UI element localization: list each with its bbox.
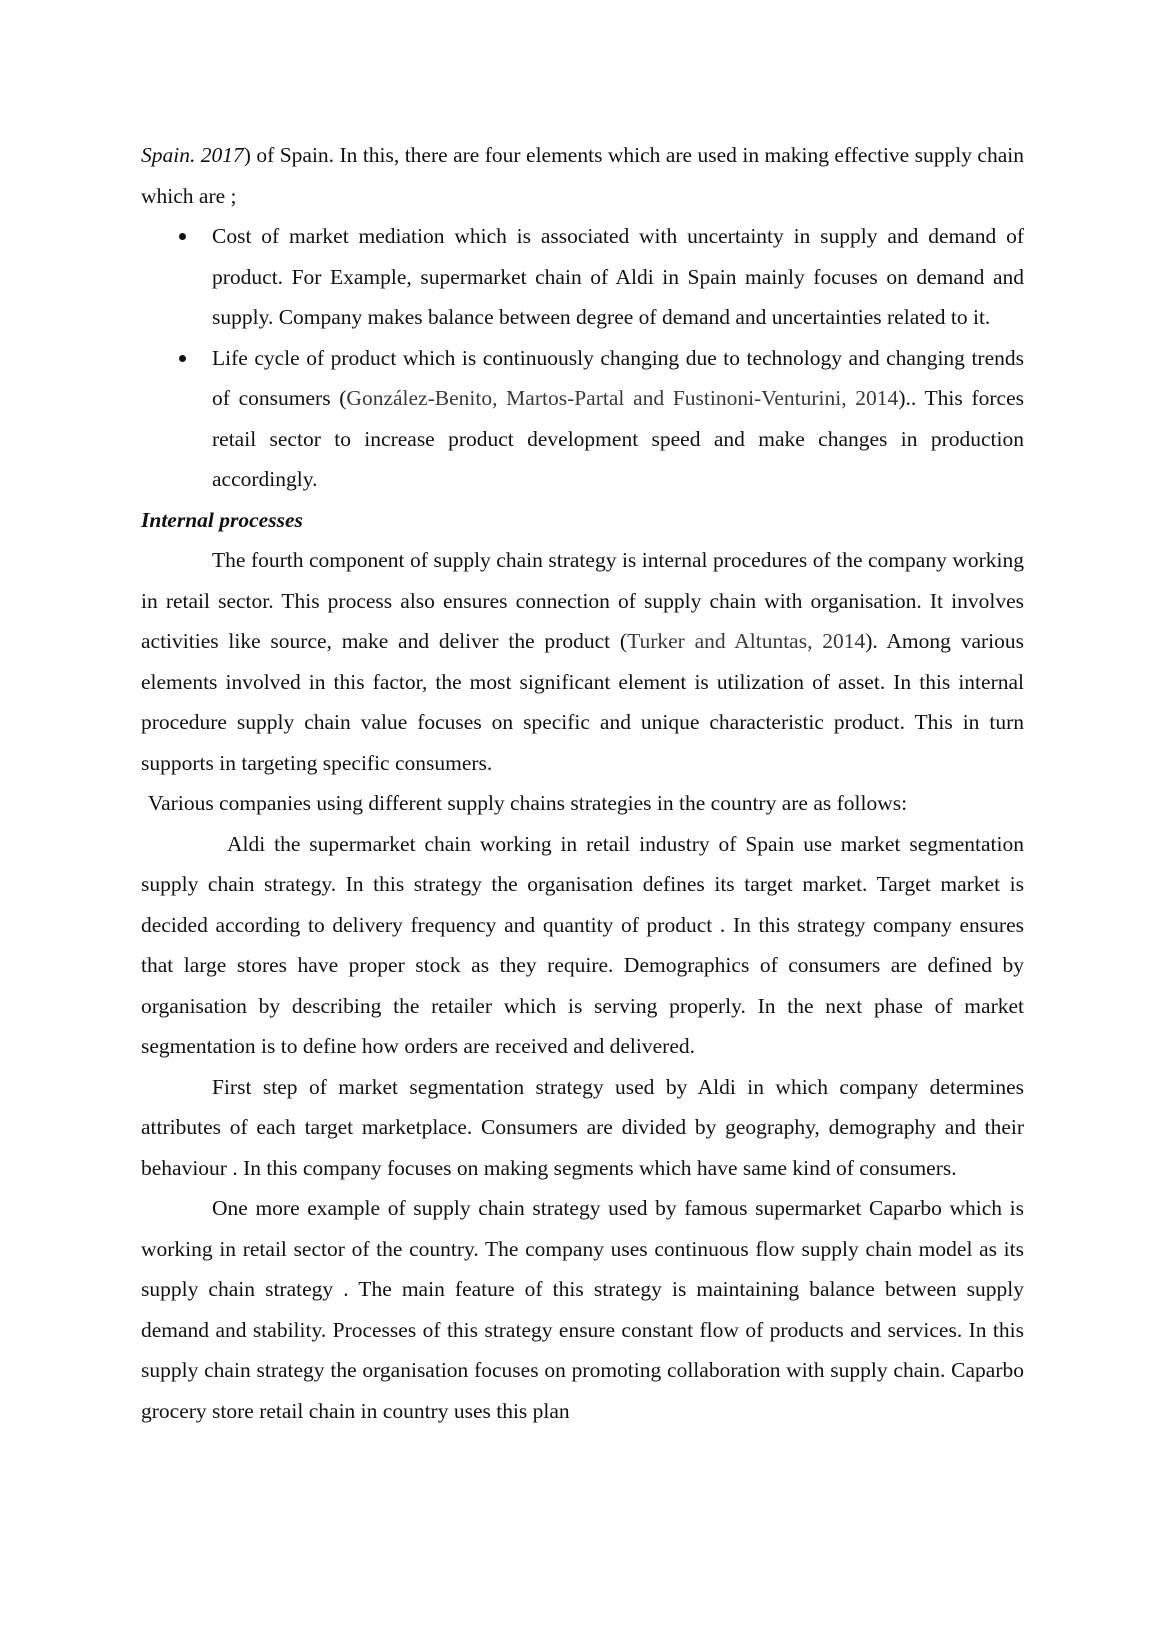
bullet-icon <box>179 355 186 362</box>
bullet-icon <box>179 233 186 240</box>
paragraph-text-after: ). Among various elements involved in this factor, the most significant element is utilization of asset. In this internal procedure supply chain value focuses on specific and unique characteristic product. This in turn supports in targeting specific consumers. <box>141 629 1024 775</box>
paragraph-caparbo-strategy: One more example of supply chain strategy used by famous supermarket Caparbo which is working in retail sector of the country. The company uses continuous flow supply chain model as its supply chain strategy . The main feature of this strategy is maintaining balance between supply demand and stability. Processes of this strategy ensure constant flow of products and services. In this supply chain strategy the organisation focuses on promoting collaboration with supply chain. Caparbo grocery store retail chain in country uses this plan <box>141 1196 1024 1423</box>
bullet-item-life-cycle <box>141 338 1024 500</box>
document-page <box>141 135 1024 1431</box>
citation-gonzalez-benito: González-Benito, Martos-Partal and Fustinoni-Venturini, 2014 <box>346 386 899 410</box>
bullet-item-market-mediation <box>141 216 1024 338</box>
paragraph-market-segmentation: First step of market segmentation strategy used by Aldi in which company determines attributes of each target marketplace. Consumers are divided by geography, demography and their behaviour . In this company focuses on making segments which have same kind of consumers. <box>141 1074 1024 1180</box>
paragraph-internal-processes <box>141 540 1024 783</box>
paragraph-intro <box>141 135 1024 216</box>
bullet-text-after: ).. This forces retail sector to increase product development speed and make changes in production accordingly. <box>212 386 1024 491</box>
paragraph-aldi-strategy: Aldi the supermarket chain working in retail industry of Spain use market segmentation supply chain strategy. In this strategy the organisation defines its target market. Target market is decided according to delivery frequency and quantity of product . In this strategy company ensures that large stores have proper stock as they require. Demographics of consumers are defined by organisation by describing the retailer which is serving properly. In the next phase of market segmentation is to define how orders are received and delivered. <box>141 831 1024 1058</box>
citation-spain-2017: Spain. 2017 <box>141 143 244 167</box>
paragraph-companies-intro: Various companies using different supply chains strategies in the country are as follows: <box>148 791 908 815</box>
bullet-text-before: Life cycle of product which is continuously changing due to technology and changing trends of consumers ( <box>212 345 1024 410</box>
paragraph-text-before: The fourth component of supply chain strategy is internal procedures of the company working in retail sector. This process also ensures connection of supply chain with organisation. It involves activities like source, make and deliver the product ( <box>141 548 1024 653</box>
paragraph-intro-text: ) of Spain. In this, there are four elements which are used in making effective supply chain which are ; <box>141 143 1024 208</box>
bullet-text: Cost of market mediation which is associated with uncertainty in supply and demand of product. For Example, supermarket chain of Aldi in Spain mainly focuses on demand and supply. Company makes balance between degree of demand and uncertainties related to it. <box>212 224 1024 329</box>
citation-turker-altuntas: Turker and Altuntas, 2014 <box>627 629 866 653</box>
bullet-list <box>141 216 1024 500</box>
section-heading-internal-processes: Internal processes <box>141 507 303 532</box>
